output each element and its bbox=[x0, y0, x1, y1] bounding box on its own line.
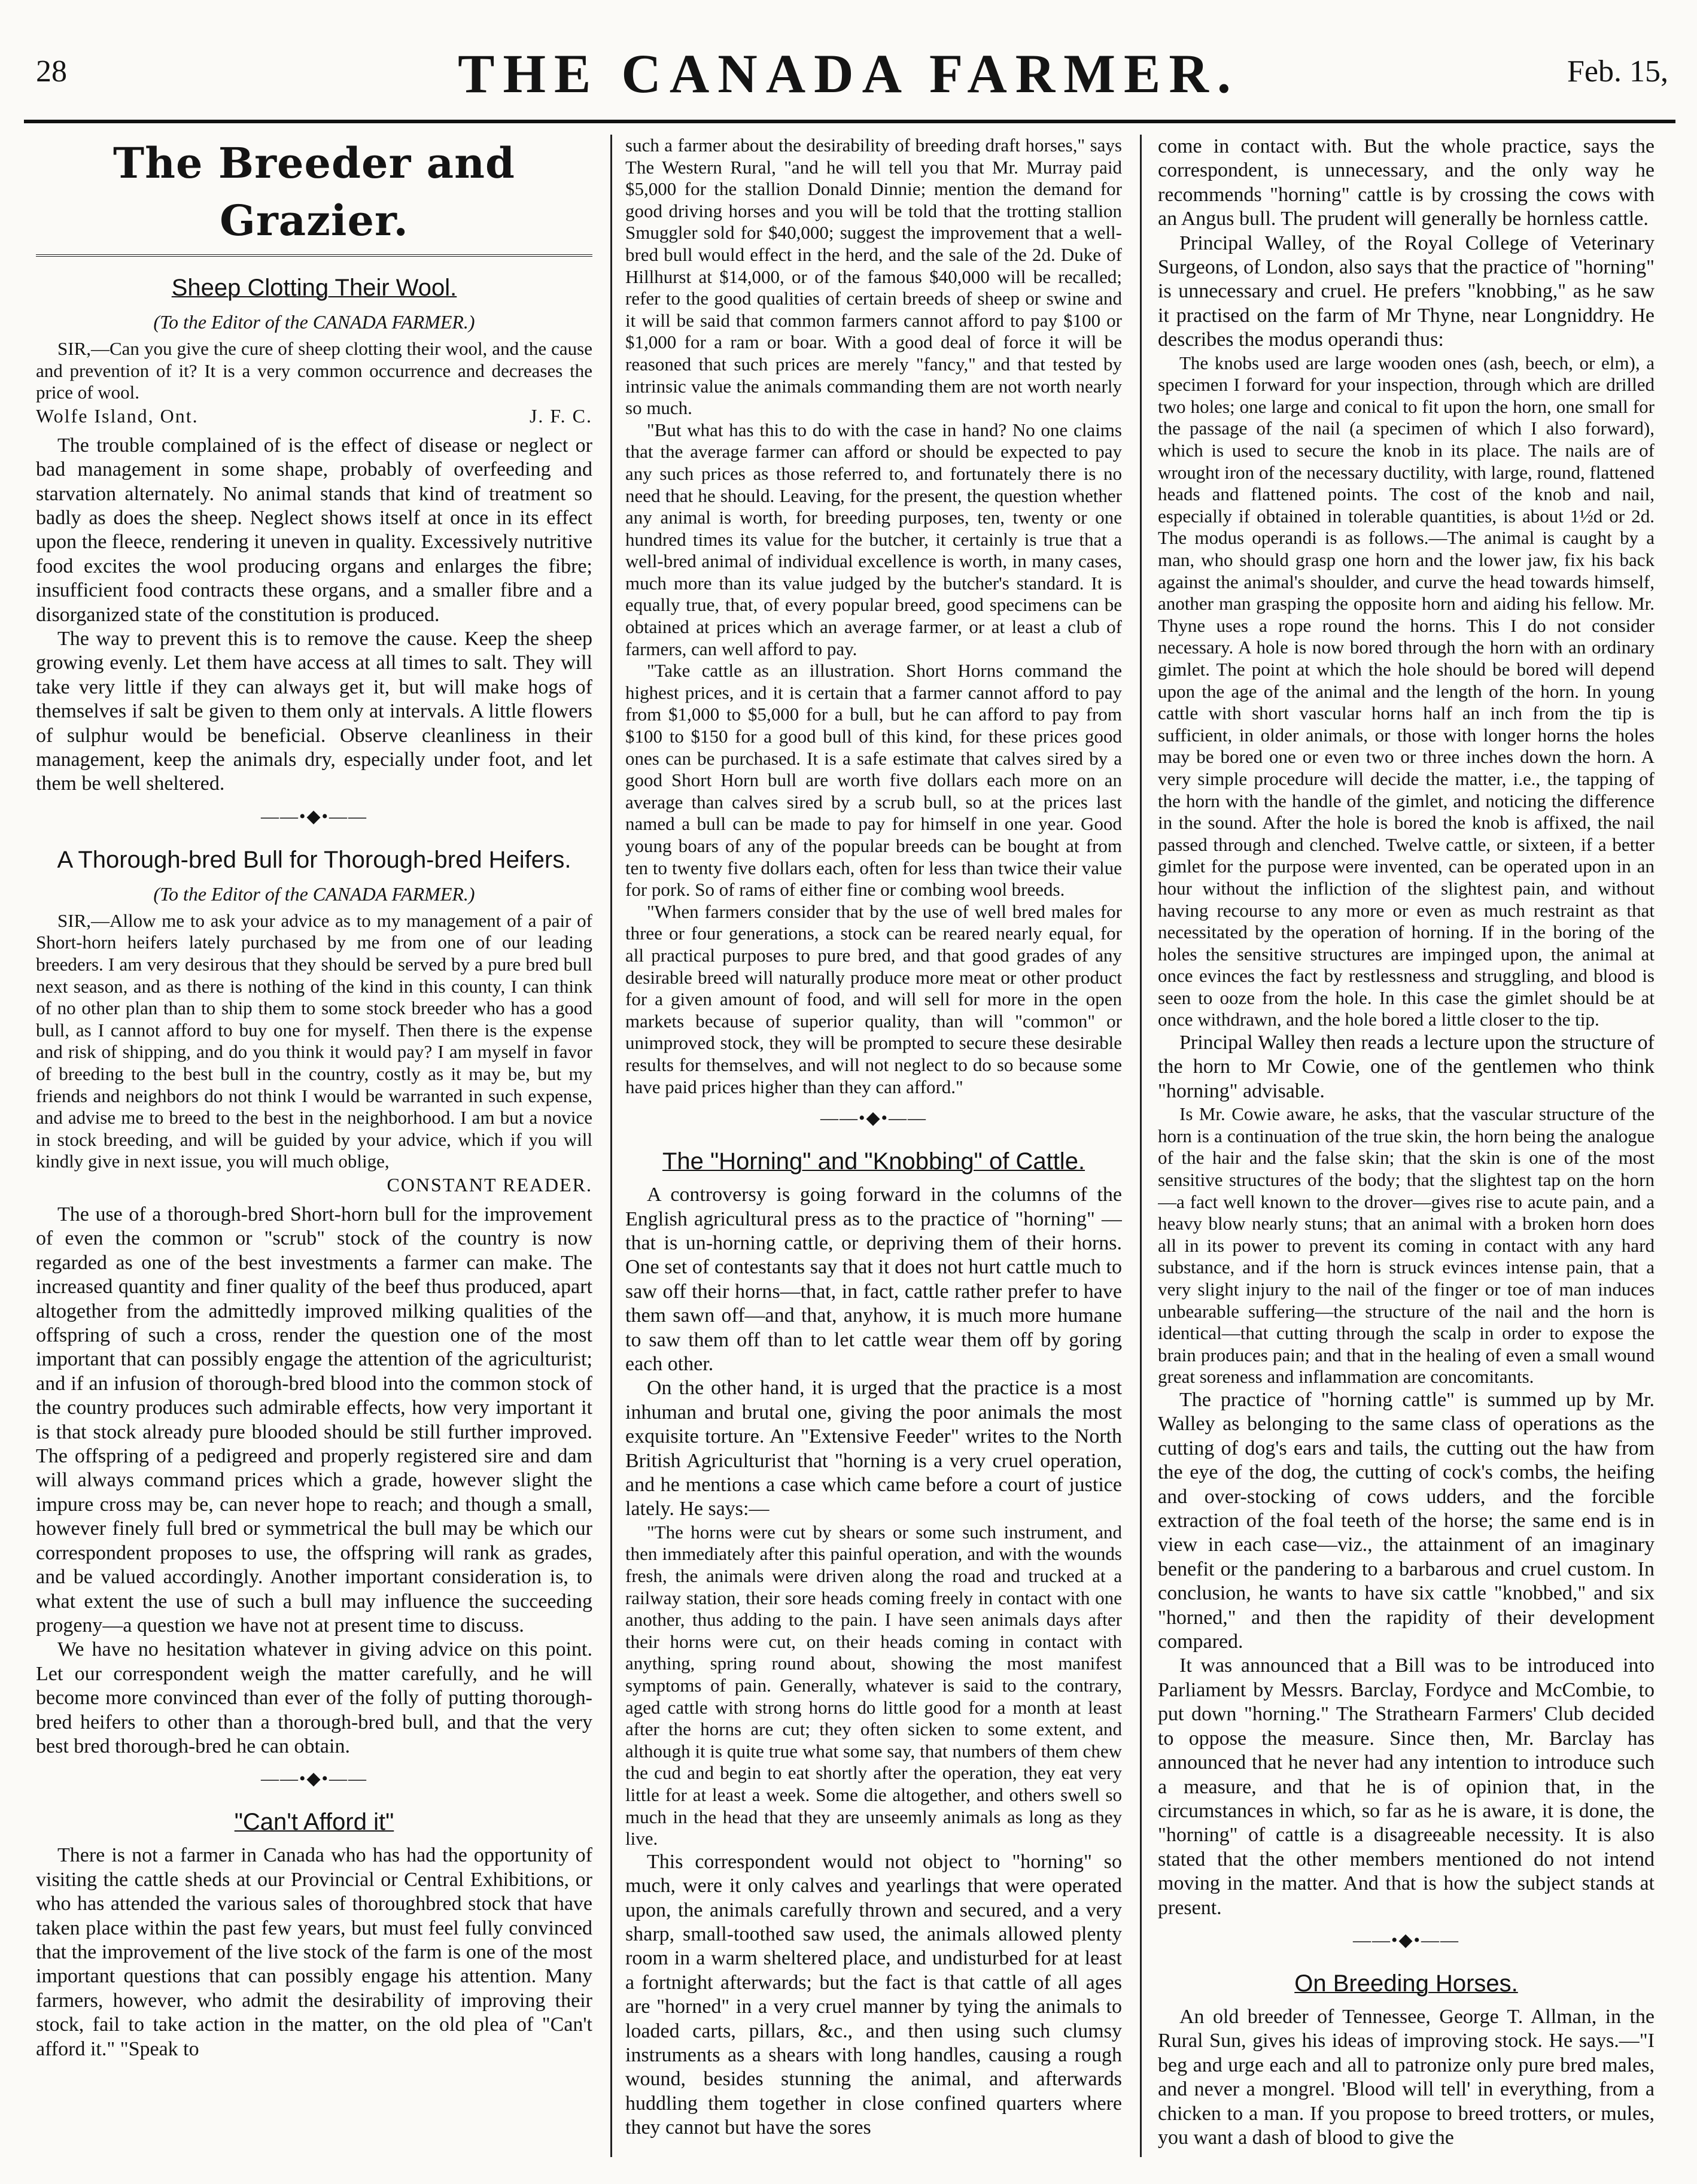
page-number: 28 bbox=[36, 54, 67, 89]
article-paragraph: The use of a thorough-bred Short-horn bull for the improvement of even the common or "scrub" stock of the country is now regarded as one of the best investments a farmer can make. The increased quantity and finer quality of the beef thus produced, apart altogether from the admittedly improved milking qualities of the offspring of such a cross, render the question one of the most important that can possibly engage the attention of the agriculturist; and if an infusion of thorough-bred blood into the common stock of the country produces such admirable effects, how very important it is that stock already pure blooded should be still further improved. The offspring of a pedigreed and properly registered sire and dam will always command prices which a grade, however slight the impure cross may be, can never hope to reach; and though a small, however finely full bred or symmetrical the bull may be which our correspondent proposes to use, the offspring will rank as grades, and be valued accordingly. Another important consideration is, to what extent the use of such a bull may influence the succeeding progeny—a question we have not at present time to discuss. bbox=[36, 1203, 592, 1637]
article-paragraph: An old breeder of Tennessee, George T. Allman, in the Rural Sun, gives his ideas of improving stock. He says.—"I beg and urge each and all to patronize only pure bred males, and never a mongrel. 'Blood will tell' in everything, from a chicken to a man. If you propose to breed trotters, or mules, you want a dash of blood to give the bbox=[1158, 2005, 1655, 2149]
article-paragraph: A controversy is going forward in the columns of the English agricultural press as to the practice of "horning" —that is un-horning cattle, or depriving them of their horns. One set of contestants say that it does not hurt cattle much to saw off their horns—that, in fact, cattle rather prefer to have them sawn off—and that, anyhow, it is much more humane to saw them off than to let cattle wear them off by goring each other. bbox=[625, 1184, 1122, 1375]
column-1 bbox=[36, 135, 592, 2157]
article-paragraph: There is not a farmer in Canada who has had the opportunity of visiting the cattle sheds at our Provincial or Central Exhibitions, or who has attended the various sales of thoroughbred stock that have taken place within the past few years, but must feel fully convinced that the improvement of the live stock of the farm is one of the most important questions that can possibly engage his attention. Many farmers, however, who admit the desirability of improving their stock, fail to take action in the matter, on the old plea of "Can't afford it." "Speak to bbox=[36, 1844, 592, 2060]
department-heading: The Breeder and Grazier. bbox=[36, 135, 592, 257]
signature-name: J. F. C. bbox=[529, 404, 592, 427]
article-paragraph: We have no hesitation whatever in giving advice on this point. Let our correspondent weigh the matter carefully, and he will become more convinced than ever of the folly of putting thorough-bred heifers to other than a thorough-bred bull, and that the very best bred thorough-bred he can obtain. bbox=[36, 1638, 592, 1757]
section-ornament: ——•◆•—— bbox=[260, 1769, 368, 1789]
article-paragraph: Is Mr. Cowie aware, he asks, that the vascular structure of the horn is a continuation of the true skin, the horn being the analogue of the hair and the false skin; that the skin is one of the most sensitive structures of the body; that the slightest tap on the horn—a fact well known to the drover—gives rise to acute pain, and a heavy blow nearly stuns; that an animal with a broken horn does all in its power to prevent its coming in contact with any hard substance, and if the horn is struck evinces intense pain, that a very slight injury to the nail of the finger or toe of man induces unbearable suffering—the structure of the nail and the horn is identical—that cutting through the scalp in order to expose the brain produces pain; and that in the healing of even a small wound great soreness and inflammation are concomitants. bbox=[1158, 1103, 1655, 1388]
article-paragraph: The way to prevent this is to remove the cause. Keep the sheep growing evenly. Let them have access at all times to salt. They will take very little if they can always get it, but will make hogs of themselves if salt be given to them only at intervals. A little flowers of sulphur would be beneficial. Observe cleanliness in their management, keep the animals dry, especially under foot, and let them be well sheltered. bbox=[36, 628, 592, 795]
section-ornament: ——•◆•—— bbox=[260, 806, 368, 826]
column-divider bbox=[1140, 135, 1142, 2157]
issue-date: Feb. 15, bbox=[1567, 54, 1668, 89]
section-ornament: ——•◆•—— bbox=[1352, 1930, 1460, 1950]
article-paragraph: The trouble complained of is the effect of disease or neglect or bad management in some shape, probably of overfeeding and starvation alternately. No animal stands that kind of treatment so badly as does the sheep. Neglect shows itself at once in its effect upon the fleece, rendering it uneven in quality. Excessively nutritive food excites the wool producing organs and enlarges the fibre; insufficient food contracts these organs, and a smaller fibre and a disorganized state of the constitution is produced. bbox=[36, 434, 592, 626]
article-title: "Can't Afford it" bbox=[234, 1809, 394, 1836]
page-header bbox=[0, 42, 1697, 120]
article-title: The "Horning" and "Knobbing" of Cattle. bbox=[662, 1148, 1085, 1175]
article-paragraph: The practice of "horning cattle" is summed up by Mr. Walley as belonging to the same class of operations as the cutting of dog's ears and tails, the cutting out the haw from the eye of the dog, the cutting of cock's combs, the heifing and over-stocking of cows udders, and the forcible extraction of the foal teeth of the horse; the same end is in view in each case—viz., the attainment of an imaginary benefit or the pandering to a barbarous and cruel custom. In conclusion, he wants to have six cattle "knobbed," and six "horned," and then the rapidity of their development compared. bbox=[1158, 1389, 1655, 1653]
quoted-passage: "The horns were cut by shears or some such instrument, and then immediately after this painful operation, and with the wounds fresh, the animals were driven along the road and trucked at a railway station, their sore heads coming freely in contact with one another, thus adding to the pain. I have seen animals days after their horns were cut, on their heads coming in contact with anything, spring round about, showing the most manifest symptoms of pain. Generally, whatever is said to the contrary, aged cattle with strong horns do little good for a month at least after the horns are cut; they often sicken to some extent, and although it is quite true what some say, that numbers of them chew the cud and begin to eat shortly after the operation, they eat very little for at least a week. Some die altogether, and others swell so much in the head that they are unseemly animals as long as they live. bbox=[625, 1521, 1122, 1850]
article-paragraph: "But what has this to do with the case in hand? No one claims that the average farmer can afford or should be expected to pay any such prices as those referred to, and fortunately there is no need that he should. Leaving, for the present, the question whether any animal is worth, for breeding purposes, ten, twenty or one hundred times its value for the butcher, it certainly is true that a well-bred animal of individual excellence is worth, in many cases, much more than its value judged by the butcher's standard. It is equally true, that, of every popular breed, good specimens can be obtained at prices which an average farmer, or at least a club of farmers, can well afford to pay. bbox=[625, 419, 1122, 659]
article-paragraph: such a farmer about the desirability of breeding draft horses," says The Western Rural, "and he will tell you that Mr. Murray paid $5,000 for the stallion Donald Dinnie; mention the demand for good driving horses and you will be told that the trotting stallion Smuggler sold for $40,000; suggest the improvement that a well-bred bull would effect in the herd, and the sale of the 2d. Duke of Hillhurst at $14,000, or of the famous $40,000 will be recalled; refer to the good qualities of certain breeds of sheep or swine and it will be said that common farmers cannot afford to pay $100 or $1,000 for a ram or boar. With a good deal of force it will be reasoned that such prices are merely "fancy," and that tested by intrinsic value the animals commanding them are not worth nearly so much. bbox=[625, 135, 1122, 419]
editor-address: (To the Editor of the CANADA FARMER.) bbox=[153, 883, 475, 905]
article-paragraph: This correspondent would not object to "horning" so much, were it only calves and yearlings that were operated upon, the animals carefully thrown and secured, and a very sharp, small-toothed saw used, the animals allowed plenty room in a warm sheltered place, and undisturbed for at least a fortnight afterwards; but the fact is that cattle of all ages are "horned" in a very cruel manner by tying the animals to loaded carts, pillars, &c., and then using such clumsy instruments as a shears with long handles, causing a rough wound, besides stunning the animal, and afterwards huddling them together in close confined quarters where they cannot but have the sores bbox=[625, 1850, 1122, 2139]
header-rule bbox=[24, 120, 1675, 123]
masthead: THE CANADA FARMER. bbox=[458, 43, 1239, 104]
article-paragraph: It was announced that a Bill was to be introduced into Parliament by Messrs. Barclay, Fordyce and McCombie, to put down "horning." The Strathearn Farmers' Club decided to oppose the measure. Since then, Mr. Barclay has announced that he never had any intention to introduce such a measure, and that he is of opinion that, in the circumstances in which, so far as he is aware, it is done, the "horning" of cattle is a disagreeable necessity. It is also stated that the other members mentioned do not intend moving in the matter. And that is how the subject stands at present. bbox=[1158, 1654, 1655, 1919]
quoted-passage: The knobs used are large wooden ones (ash, beech, or elm), a specimen I forward for your inspection, through which are drilled two holes; one large and conical to fit upon the horn, one small for the passage of the nail (a specimen of which I also forward), which is used to secure the knob in its place. The nails are of wrought iron of the necessary ductility, with large, round, flattened heads and flattened points. The cost of the knob and nail, especially if obtained in tolerable quantities, is about 1½d or 2d. The modus operandi is as follows.—The animal is caught by a man, who should grasp one horn and the lower jaw, fix his back against the animal's shoulder, and curve the head towards himself, another man grasping the opposite horn and aiding his fellow. Mr. Thyne uses a rope round the horns. This I do not consider necessary. A hole is now bored through the horn with an ordinary gimlet. The point at which the hole should be bored will depend upon the age of the animal and the length of the horn. In young cattle with short vascular horns half an inch from the tip is sufficient, in older animals, or those with longer horns the holes may be bored one or even two or three inches down the horn. A very simple procedure will decide the matter, i.e., the tapping of the horn with the handle of the gimlet, and noticing the difference in the sound. After the hole is bored the knob is affixed, the nail passed through and clenched. Twelve cattle, or sixteen, if a better gimlet for the purpose were invented, can be operated upon in an hour without the infliction of the slightest pain, and without having recourse to any more or even as much restraint as that necessitated by the operation of horning. If in the boring of the holes the sensitive structures are impinged upon, the animal at once evinces the fact by restlessness and struggling, and blood is seen to ooze from the hole. In this case the gimlet should be at once withdrawn, and the hole bored a little closer to the tip. bbox=[1158, 352, 1655, 1030]
article-paragraph: "Take cattle as an illustration. Short Horns command the highest prices, and it is certain that a farmer cannot afford to pay from $1,000 to $5,000 for a bull, but he can afford to pay from $100 to $150 for a good bull of this kind, for these prices good ones can be purchased. It is a safe estimate that calves sired by a good Short Horn bull are worth five dollars each more on an average than calves sired by a scrub bull, so at the prices last named a bull can be made to pay for himself in one year. Good young boars of any of the popular breeds can be bought at from ten to twenty five dollars each, often for less than twice their value for pork. So of rams of either fine or combing wool breeds. bbox=[625, 660, 1122, 901]
section-ornament: ——•◆•—— bbox=[820, 1108, 927, 1128]
signature-place: Wolfe Island, Ont. bbox=[36, 404, 199, 427]
article-title: A Thorough-bred Bull for Thorough-bred Heifers. bbox=[57, 846, 571, 873]
article-paragraph: On the other hand, it is urged that the practice is a most inhuman and brutal one, giving the poor animals the most exquisite torture. An "Extensive Feeder" writes to the North British Agriculturist that "horning is a very cruel operation, and he mentions a case which came before a court of justice lately. He says:— bbox=[625, 1377, 1122, 1520]
article-paragraph: come in contact with. But the whole practice, says the correspondent, is unnecessary, and the only way he recommends "horning" cattle is by crossing the cows with an Angus bull. The prudent will generally be hornless cattle. bbox=[1158, 135, 1655, 230]
editor-address: (To the Editor of the CANADA FARMER.) bbox=[153, 311, 475, 333]
column-3 bbox=[1158, 135, 1655, 2157]
letter-text: SIR,—Can you give the cure of sheep clotting their wool, and the cause and prevention of it? It is a very common occurrence and decreases the price of wool. bbox=[36, 338, 592, 403]
letter-text: SIR,—Allow me to ask your advice as to my management of a pair of Short-horn heifers lately purchased by me from one of our leading breeders. I am very desirous that they should be served by a pure bred bull next season, and as there is nothing of the kind in this county, I can think of no other plan than to ship them to some stock breeder who has a good bull, as I cannot afford to buy one for myself. Then there is the expense and risk of shipping, and do you think it would pay? I am myself in favor of breeding to the best bull in the country, costly as it may be, but my friends and neighbors do not think I would be warranted in such expense, and advise me to breed to the best in the neighborhood. I am but a novice in stock breeding, and will be guided by your advice, which if you will kindly give in next issue, you will much oblige, bbox=[36, 910, 592, 1172]
letter-signature: CONSTANT READER. bbox=[387, 1174, 592, 1196]
article-paragraph: "When farmers consider that by the use of well bred males for three or four generations, a stock can be reared nearly equal, for all practical purposes to pure bred, and that good grades of any desirable breed will naturally produce more meat or other product for a given amount of food, and will sell for more in the open markets because of superior quality, than will "common" or unimproved stock, they will be prompted to secure these desirable results for themselves, and will not neglect to do so because some have paid prices higher than they can afford." bbox=[625, 901, 1122, 1097]
column-divider bbox=[610, 135, 612, 2157]
article-paragraph: Principal Walley, of the Royal College of Veterinary Surgeons, of London, also says that the practice of "horning" is unnecessary and cruel. He prefers "knobbing," as he saw it practised on the farm of Mr Thyne, near Longniddry. He describes the modus operandi thus: bbox=[1158, 232, 1655, 351]
column-2 bbox=[625, 135, 1122, 2157]
letter-signature bbox=[36, 404, 592, 428]
article-paragraph: Principal Walley then reads a lecture upon the structure of the horn to Mr Cowie, one of the gentlemen who think "horning" advisable. bbox=[1158, 1032, 1655, 1102]
article-title: Sheep Clotting Their Wool. bbox=[171, 275, 457, 301]
article-title: On Breeding Horses. bbox=[1294, 1970, 1518, 1997]
